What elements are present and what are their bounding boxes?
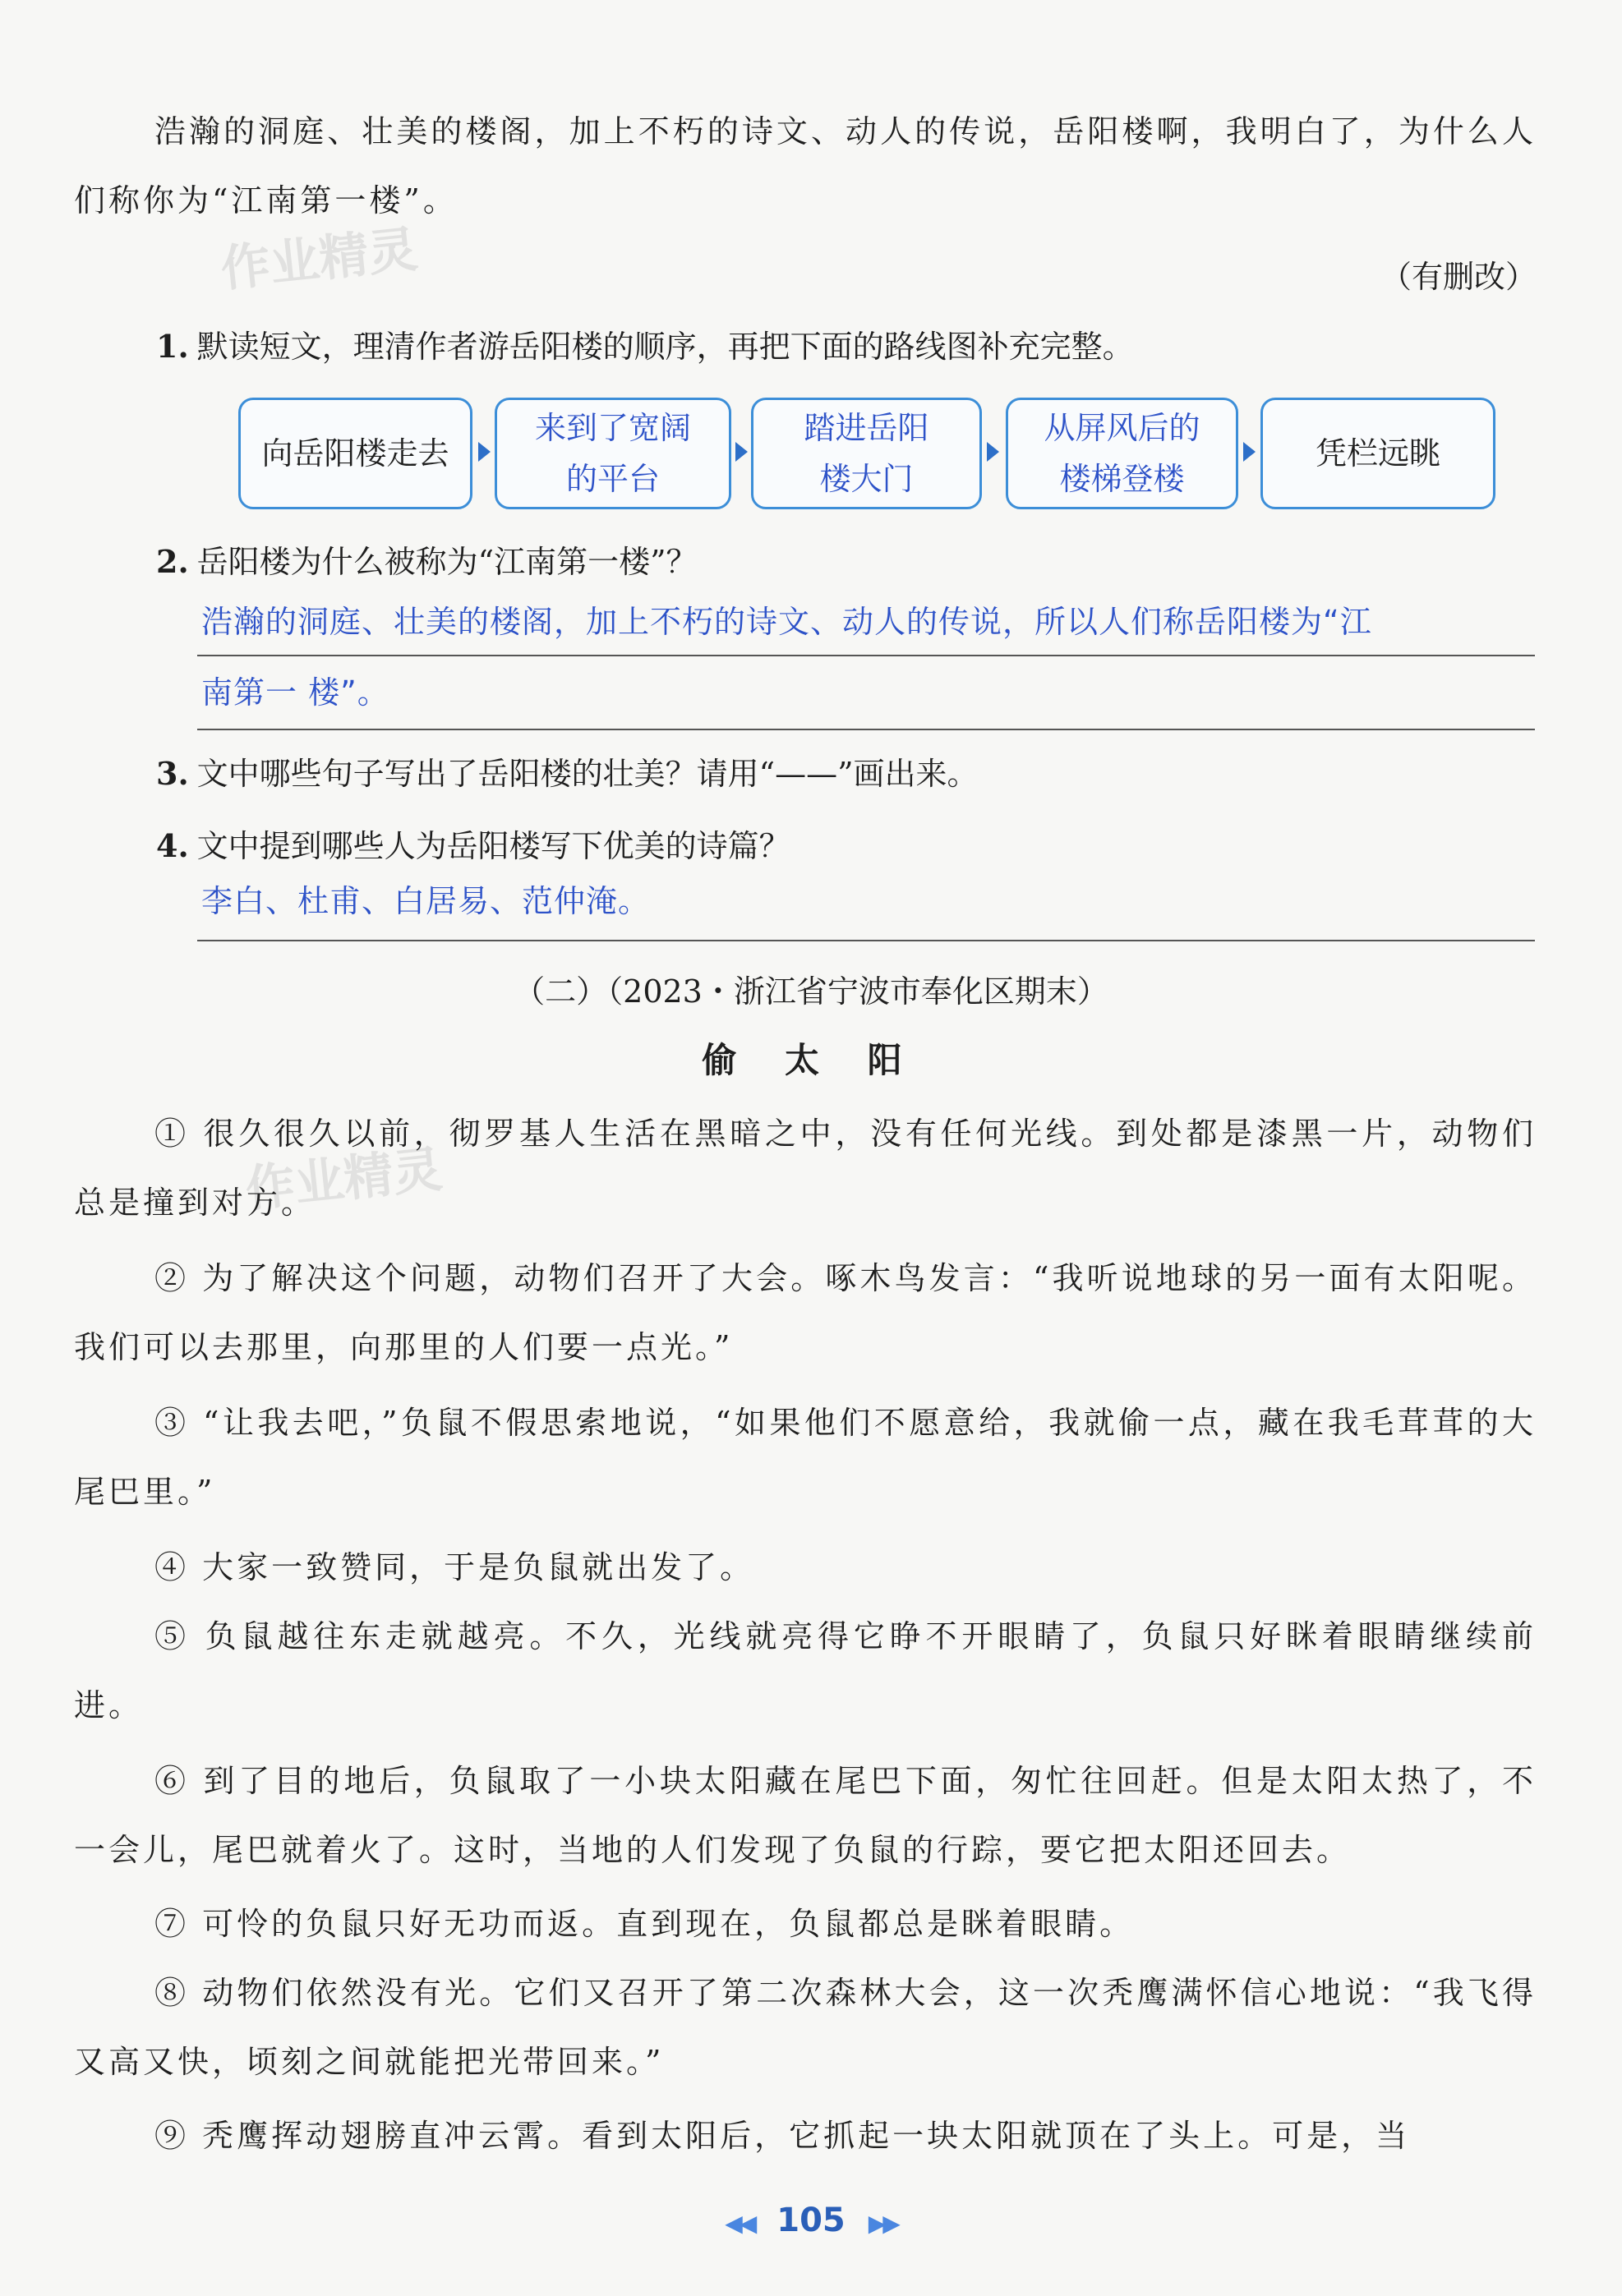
question-text: 文中提到哪些人为岳阳楼写下优美的诗篇？ — [196, 828, 790, 864]
question-1 — [156, 322, 1553, 371]
question-text: 岳阳楼为什么被称为“江南第一楼”？ — [196, 544, 698, 580]
route-box-3[interactable] — [751, 398, 982, 509]
route-box-text: 向岳阳楼走去 — [261, 435, 449, 472]
page-number: 105 — [776, 2202, 846, 2239]
arrow-right-icon — [735, 442, 748, 462]
answer-line[interactable]: 李白、杜甫、白居易、范仲淹。 — [201, 883, 651, 919]
story-paragraph: ⑥ 到了目的地后，负鼠取了一小块太阳藏在尾巴下面，匆忙往回赶。但是太阳太热了，不一会儿，尾巴就着火了。这时，当地的人们发现了负鼠的行踪，要它把太阳还回去。 — [74, 1763, 1537, 1868]
question-number: 2. — [156, 543, 189, 580]
question-number: 3. — [156, 755, 189, 792]
story-paragraph: ⑨ 秃鹰挥动翅膀直冲云霄。看到太阳后，它抓起一块太阳就顶在了头上。可是，当 — [154, 2118, 1411, 2154]
question-number: 4. — [156, 827, 189, 864]
question-3 — [156, 749, 1553, 798]
route-box-4[interactable] — [1006, 398, 1238, 509]
route-box-2[interactable] — [495, 398, 731, 509]
watermark: 作业精灵 — [218, 220, 421, 299]
answer-rule — [197, 940, 1535, 941]
route-box-5 — [1260, 398, 1495, 509]
story-title: 偷 太 阳 — [702, 1040, 920, 1080]
question-number: 1. — [156, 328, 189, 365]
route-box-text: 凭栏远眺 — [1315, 435, 1440, 472]
section-heading: （二）（2023・浙江省宁波市奉化区期末） — [514, 973, 1108, 1010]
story-paragraph: ③ “让我去吧，”负鼠不假思索地说，“如果他们不愿意给，我就偷一点，藏在我毛茸茸的大尾巴里。” — [74, 1405, 1537, 1510]
arrow-right-icon — [1243, 442, 1256, 462]
answer-rule — [197, 655, 1535, 656]
intro-paragraph: 浩瀚的洞庭、壮美的楼阁，加上不朽的诗文、动人的传说，岳阳楼啊，我明白了，为什么人们称你为“江南第一楼”。 — [74, 113, 1537, 219]
source-note: （有删改） — [1380, 259, 1537, 295]
triangle-right-icon: ▶▶ — [868, 2210, 897, 2237]
answer-line[interactable]: 浩瀚的洞庭、壮美的楼阁，加上不朽的诗文、动人的传说，所以人们称岳阳楼为“江 — [201, 604, 1372, 640]
route-box-1 — [238, 398, 472, 509]
page-footer — [0, 2202, 1622, 2239]
story-paragraph: ⑧ 动物们依然没有光。它们又召开了第二次森林大会，这一次秃鹰满怀信心地说：“我飞得又高又快，顷刻之间就能把光带回来。” — [74, 1975, 1537, 2080]
route-answer-line: 的平台 — [565, 461, 660, 497]
route-answer-line: 从屏风后的 — [1044, 410, 1200, 446]
arrow-right-icon — [987, 442, 999, 462]
route-answer-line: 踏进岳阳 — [804, 410, 929, 446]
story-paragraph: ⑤ 负鼠越往东走就越亮。不久，光线就亮得它睁不开眼睛了，负鼠只好眯着眼睛继续前进。 — [74, 1618, 1537, 1723]
route-answer-line: 来到了宽阔 — [534, 410, 691, 446]
story-paragraph: ⑦ 可怜的负鼠只好无功而返。直到现在，负鼠都总是眯着眼睛。 — [154, 1906, 1135, 1942]
story-paragraph: ① 很久很久以前，彻罗基人生活在黑暗之中，没有任何光线。到处都是漆黑一片，动物们总是撞到对方。 — [74, 1116, 1537, 1221]
answer-rule — [197, 729, 1535, 730]
question-text: 文中哪些句子写出了岳阳楼的壮美？请用“——”画出来。 — [196, 756, 979, 792]
question-2 — [156, 537, 1553, 587]
arrow-right-icon — [478, 442, 491, 462]
story-paragraph: ④ 大家一致赞同，于是负鼠就出发了。 — [154, 1549, 755, 1585]
question-text: 默读短文，理清作者游岳阳楼的顺序，再把下面的路线图补充完整。 — [196, 329, 1134, 365]
watermark: 作业精灵 — [242, 1140, 445, 1219]
story-paragraph: ② 为了解决这个问题，动物们召开了大会。啄木鸟发言：“我听说地球的另一面有太阳呢。我们可以去那里，向那里的人们要一点光。” — [74, 1260, 1537, 1365]
route-answer-line: 楼大门 — [819, 461, 914, 497]
route-answer-line: 楼梯登楼 — [1059, 461, 1185, 497]
triangle-left-icon: ◀◀ — [725, 2210, 754, 2237]
question-4 — [156, 821, 1553, 871]
answer-line[interactable]: 南第一 楼”。 — [201, 674, 389, 711]
